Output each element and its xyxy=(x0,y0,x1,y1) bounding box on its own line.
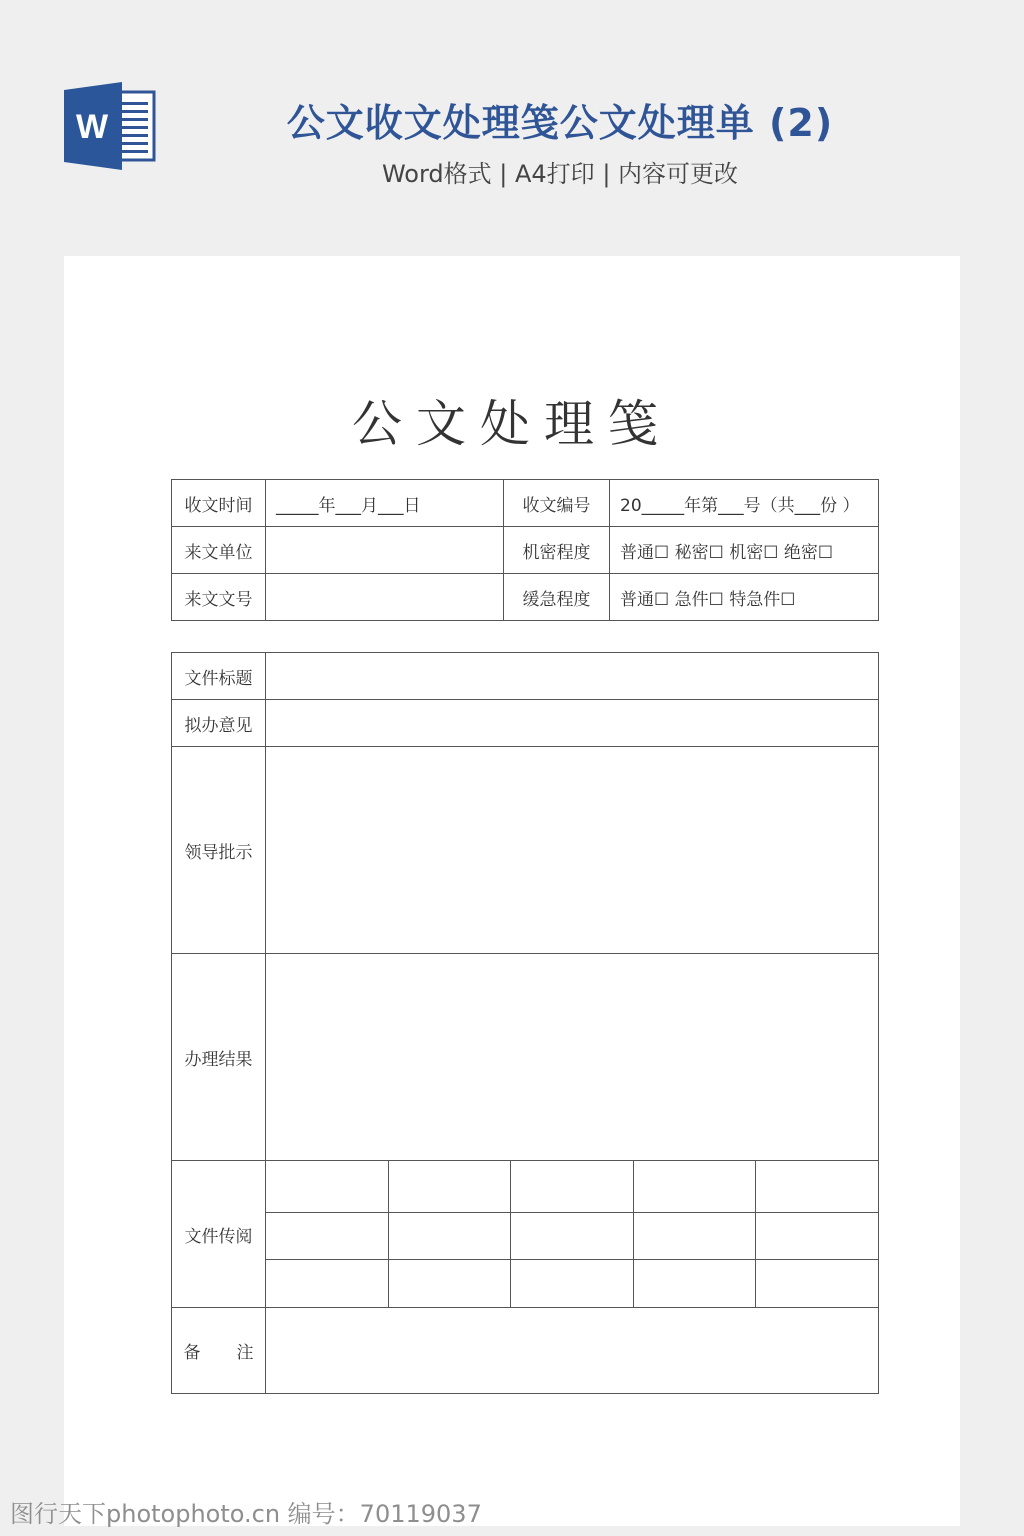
table-row xyxy=(172,1308,879,1394)
table-row xyxy=(172,700,879,747)
circulation-cell[interactable] xyxy=(633,1161,755,1212)
circulation-label: 文件传阅 xyxy=(172,1161,266,1308)
secrecy-level-label: 机密程度 xyxy=(504,527,610,574)
proposal-label: 拟办意见 xyxy=(172,700,266,747)
proposal-field[interactable] xyxy=(266,700,879,747)
doc-number-field[interactable] xyxy=(266,574,504,621)
table-row xyxy=(172,747,879,954)
receipt-info-table xyxy=(171,479,879,621)
circulation-cell[interactable] xyxy=(633,1212,755,1259)
processing-table xyxy=(171,652,879,1394)
leader-instruction-label: 领导批示 xyxy=(172,747,266,954)
circulation-cell[interactable] xyxy=(756,1212,878,1259)
document-title: 公文处理笺 xyxy=(352,395,672,453)
urgency-level-options[interactable]: 普通☐ 急件☐ 特急件☐ xyxy=(610,574,879,621)
remark-label-char: 注 xyxy=(236,1343,254,1363)
circulation-cell[interactable] xyxy=(511,1161,633,1212)
circulation-cell[interactable] xyxy=(633,1260,755,1307)
page-subtitle: Word格式 | A4打印 | 内容可更改 xyxy=(381,160,739,188)
page-title: 公文收文处理笺公文处理单 (2) xyxy=(286,101,834,145)
remark-label xyxy=(172,1308,266,1394)
circulation-cell[interactable] xyxy=(388,1260,510,1307)
circulation-cell[interactable] xyxy=(511,1212,633,1259)
watermark: 图行天下photophoto.cn 编号：70119037 xyxy=(10,1500,482,1528)
circulation-cell[interactable] xyxy=(756,1260,878,1307)
table-row xyxy=(172,574,879,621)
file-title-field[interactable] xyxy=(266,653,879,700)
remark-field[interactable] xyxy=(266,1308,879,1394)
sender-unit-label: 来文单位 xyxy=(172,527,266,574)
receive-time-label: 收文时间 xyxy=(172,480,266,527)
result-field[interactable] xyxy=(266,954,879,1161)
circulation-cell[interactable] xyxy=(266,1212,388,1259)
secrecy-level-options[interactable]: 普通☐ 秘密☐ 机密☐ 绝密☐ xyxy=(610,527,879,574)
receive-number-label: 收文编号 xyxy=(504,480,610,527)
receive-time-field[interactable]: _____年___月___日 xyxy=(266,480,504,527)
table-row xyxy=(172,653,879,700)
table-row xyxy=(172,527,879,574)
sender-unit-field[interactable] xyxy=(266,527,504,574)
receive-number-field[interactable]: 20_____年第___号（共___份 ） xyxy=(610,480,879,527)
file-title-label: 文件标题 xyxy=(172,653,266,700)
table-row xyxy=(172,1161,879,1308)
circulation-cell[interactable] xyxy=(266,1161,388,1212)
circulation-grid xyxy=(266,1161,879,1308)
logo-letter: W xyxy=(75,108,109,146)
document-paper xyxy=(64,256,960,1526)
circulation-cell[interactable] xyxy=(756,1161,878,1212)
circulation-cell[interactable] xyxy=(388,1212,510,1259)
doc-number-label: 来文文号 xyxy=(172,574,266,621)
remark-label-char: 备 xyxy=(183,1343,201,1363)
table-row xyxy=(172,954,879,1161)
table-row xyxy=(172,480,879,527)
circulation-cell[interactable] xyxy=(266,1260,388,1307)
circulation-cell[interactable] xyxy=(388,1161,510,1212)
word-logo-icon xyxy=(64,82,156,170)
urgency-level-label: 缓急程度 xyxy=(504,574,610,621)
circulation-cell[interactable] xyxy=(511,1260,633,1307)
leader-instruction-field[interactable] xyxy=(266,747,879,954)
result-label: 办理结果 xyxy=(172,954,266,1161)
